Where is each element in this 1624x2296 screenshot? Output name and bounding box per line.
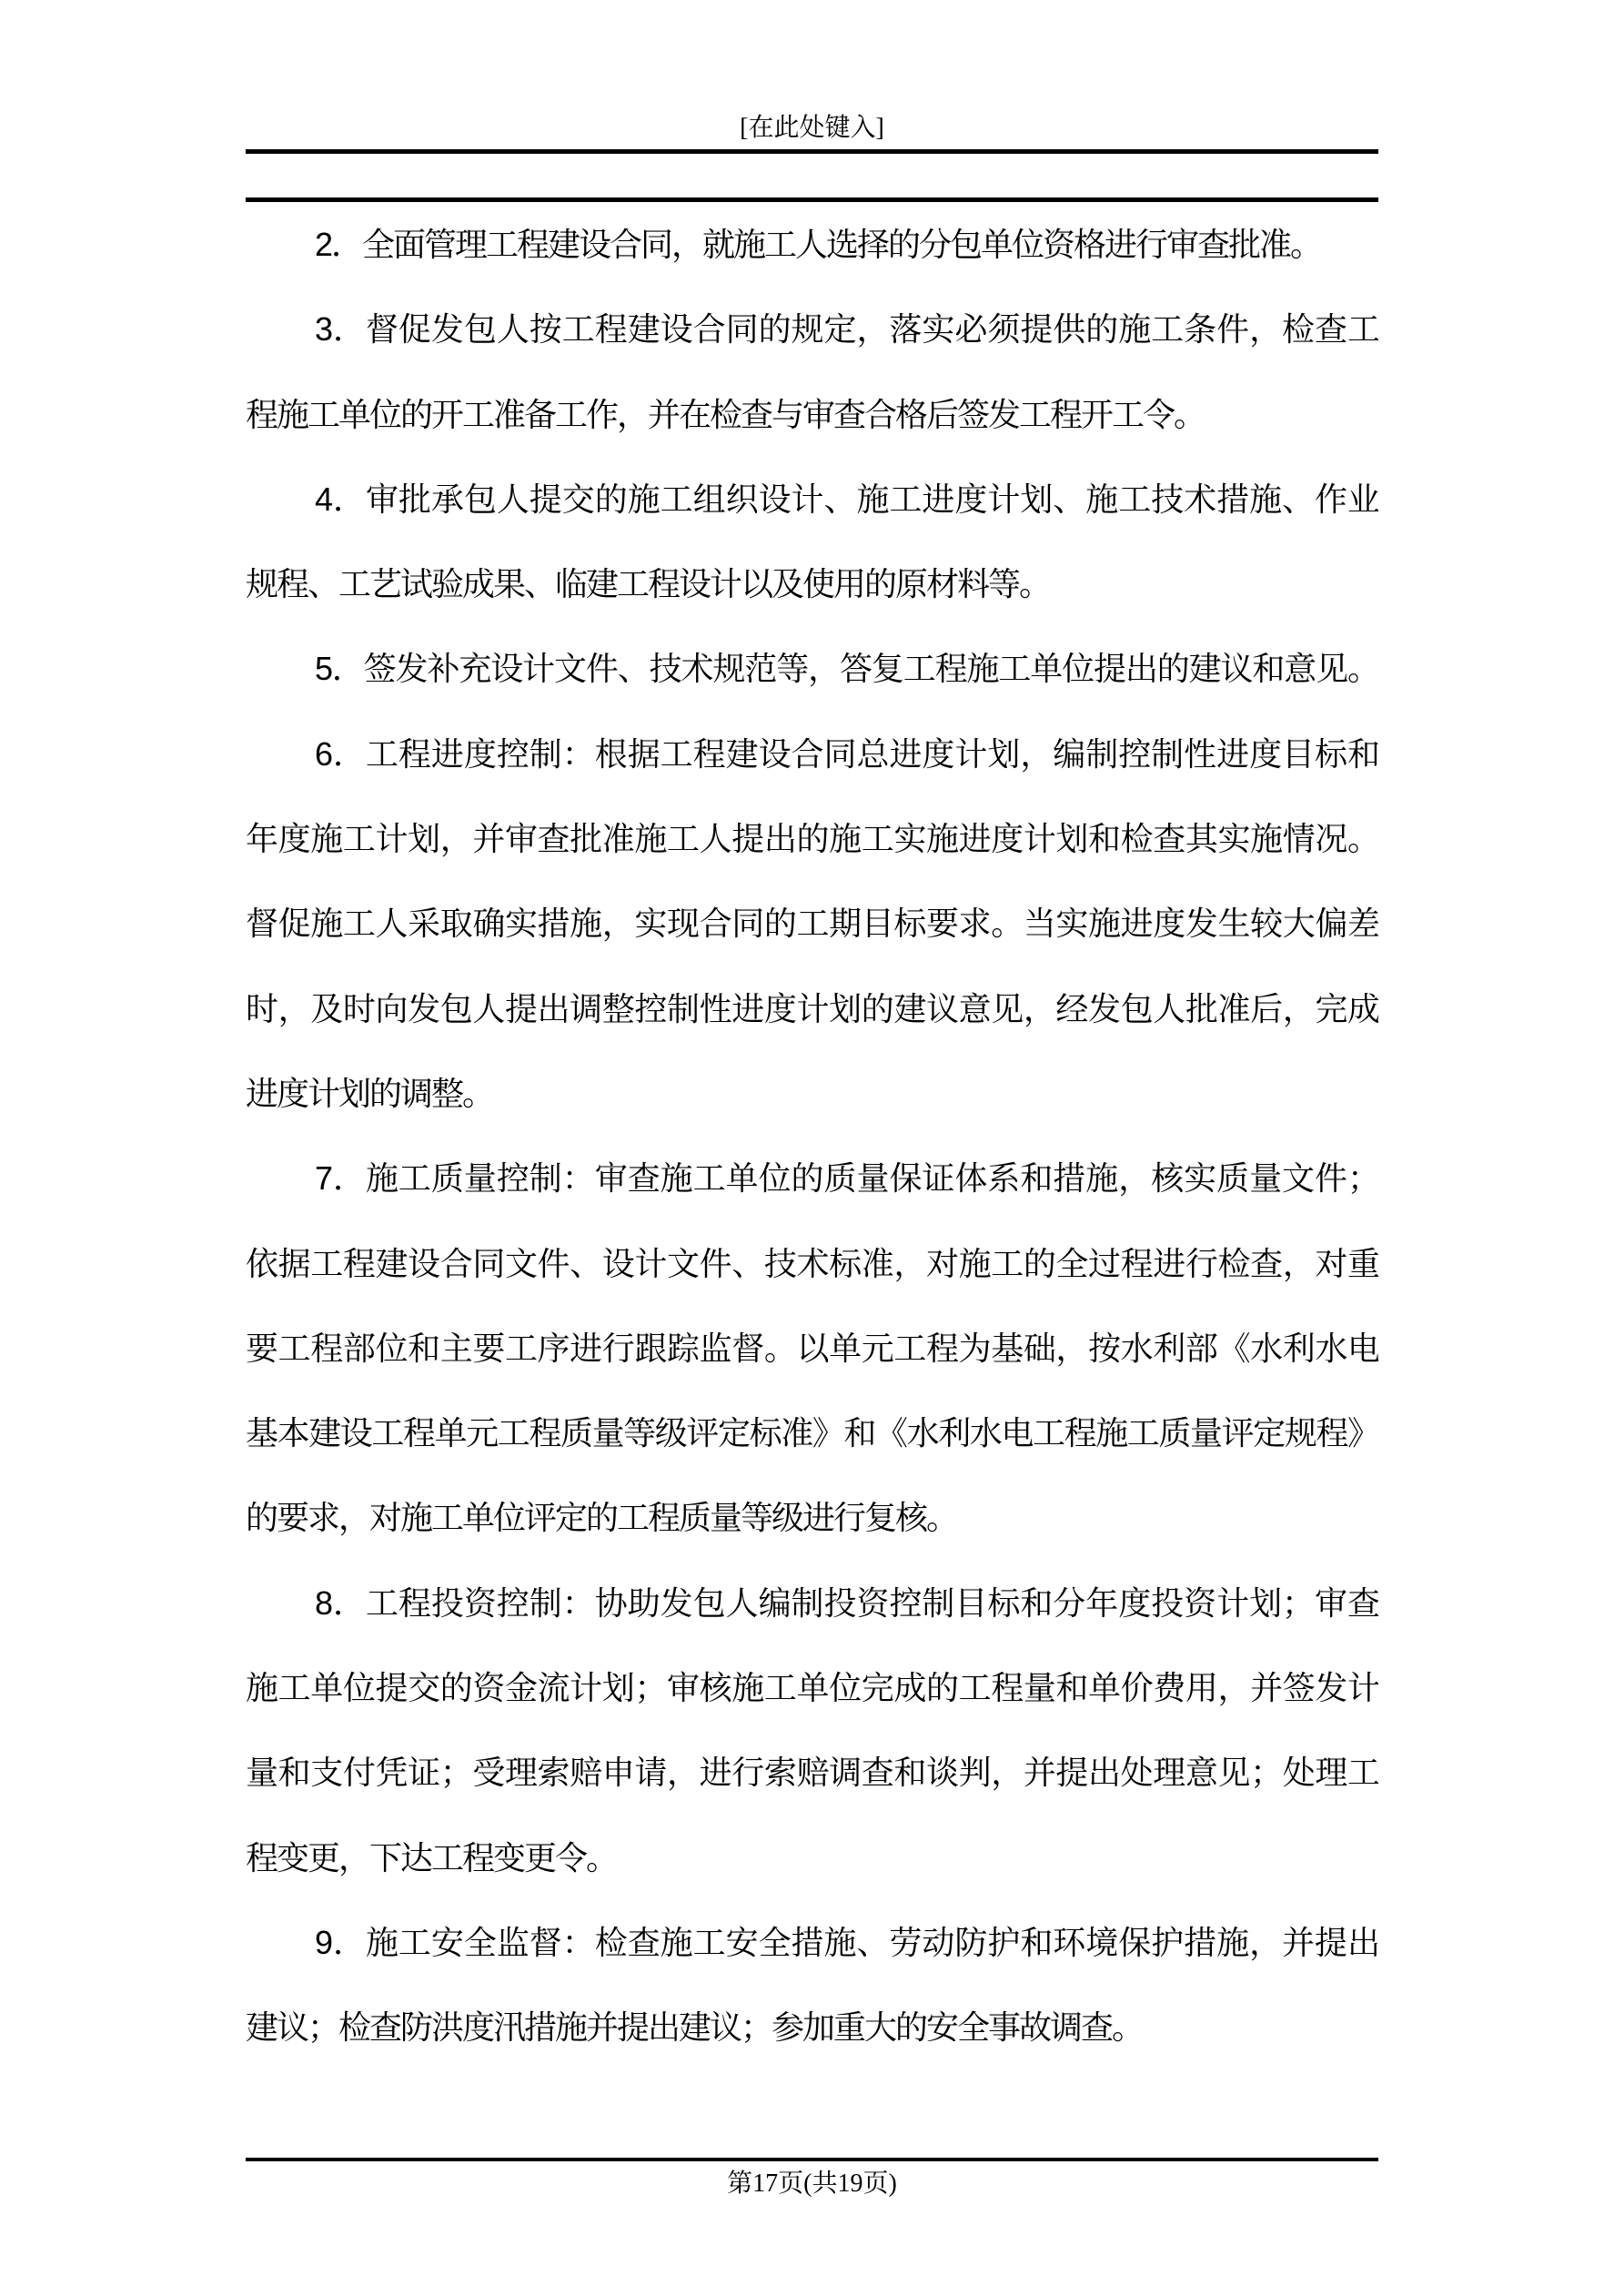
body-line: 8．工程投资控制：协助发包人编制投资控制目标和分年度投资计划；审查 <box>315 1583 1378 1622</box>
body-line: 施工单位提交的资金流计划；审核施工单位完成的工程量和单价费用，并签发计 <box>246 1669 1378 1707</box>
body-line: 2．全面管理工程建设合同，就施工人选择的分包单位资格进行审查批准。 <box>315 226 1322 263</box>
body-line: 的要求，对施工单位评定的工程质量等级进行复核。 <box>246 1499 958 1537</box>
body-line: 基本建设工程单元工程质量等级评定标准》和《水利水电工程施工质量评定规程》 <box>246 1414 1378 1452</box>
body-text <box>246 202 1378 2070</box>
body-line: 时，及时向发包人提出调整控制性进度计划的建议意见，经发包人批准后，完成 <box>246 989 1378 1027</box>
body-line: 9．施工安全监督：检查施工安全措施、劳动防护和环境保护措施，并提出 <box>315 1923 1378 1961</box>
paragraph-clause-2 <box>246 202 1378 287</box>
body-line: 督促施工人采取确实措施，实现合同的工期目标要求。当实施进度发生较大偏差 <box>246 905 1378 943</box>
paragraph-clause-3 <box>246 287 1378 457</box>
body-line: 量和支付凭证；受理索赔申请，进行索赔调查和谈判，并提出处理意见；处理工 <box>246 1754 1378 1792</box>
body-line: 5．签发补充设计文件、技术规范等，答复工程施工单位提出的建议和意见。 <box>315 650 1378 688</box>
header-placeholder-text: [在此处键入] <box>740 114 884 142</box>
footer-rule <box>246 2158 1378 2161</box>
paragraph-clause-7 <box>246 1136 1378 1560</box>
body-line: 年度施工计划，并审查批准施工人提出的施工实施进度计划和检查其实施情况。 <box>246 820 1378 858</box>
body-line: 进度计划的调整。 <box>246 1074 494 1112</box>
header-rule-top <box>246 149 1378 154</box>
paragraph-clause-4 <box>246 457 1378 627</box>
paragraph-clause-5 <box>246 626 1378 711</box>
paragraph-clause-8 <box>246 1561 1378 1900</box>
body-line: 4．审批承包人提交的施工组织设计、施工进度计划、施工技术措施、作业 <box>315 480 1378 518</box>
body-line: 程施工单位的开工准备工作，并在检查与审查合格后签发工程开工令。 <box>246 395 1205 433</box>
body-line: 要工程部位和主要工序进行跟踪监督。以单元工程为基础，按水利部《水利水电 <box>246 1329 1378 1367</box>
paragraph-clause-6 <box>246 712 1378 1136</box>
body-line: 6．工程进度控制：根据工程建设合同总进度计划，编制控制性进度目标和 <box>315 734 1378 773</box>
body-line: 3．督促发包人按工程建设合同的规定，落实必须提供的施工条件，检查工 <box>315 310 1378 349</box>
body-line: 程变更，下达工程变更令。 <box>246 1838 618 1876</box>
paragraph-clause-9 <box>246 1900 1378 2070</box>
body-line: 规程、工艺试验成果、临建工程设计以及使用的原材料等。 <box>246 565 1051 603</box>
footer-page-number: 第17页(共19页) <box>727 2170 897 2198</box>
body-line: 7．施工质量控制：审查施工单位的质量保证体系和措施，核实质量文件； <box>315 1159 1378 1198</box>
body-line: 建议；检查防洪度汛措施并提出建议；参加重大的安全事故调查。 <box>246 2008 1144 2047</box>
body-line: 依据工程建设合同文件、设计文件、技术标准，对施工的全过程进行检查，对重 <box>246 1244 1378 1282</box>
